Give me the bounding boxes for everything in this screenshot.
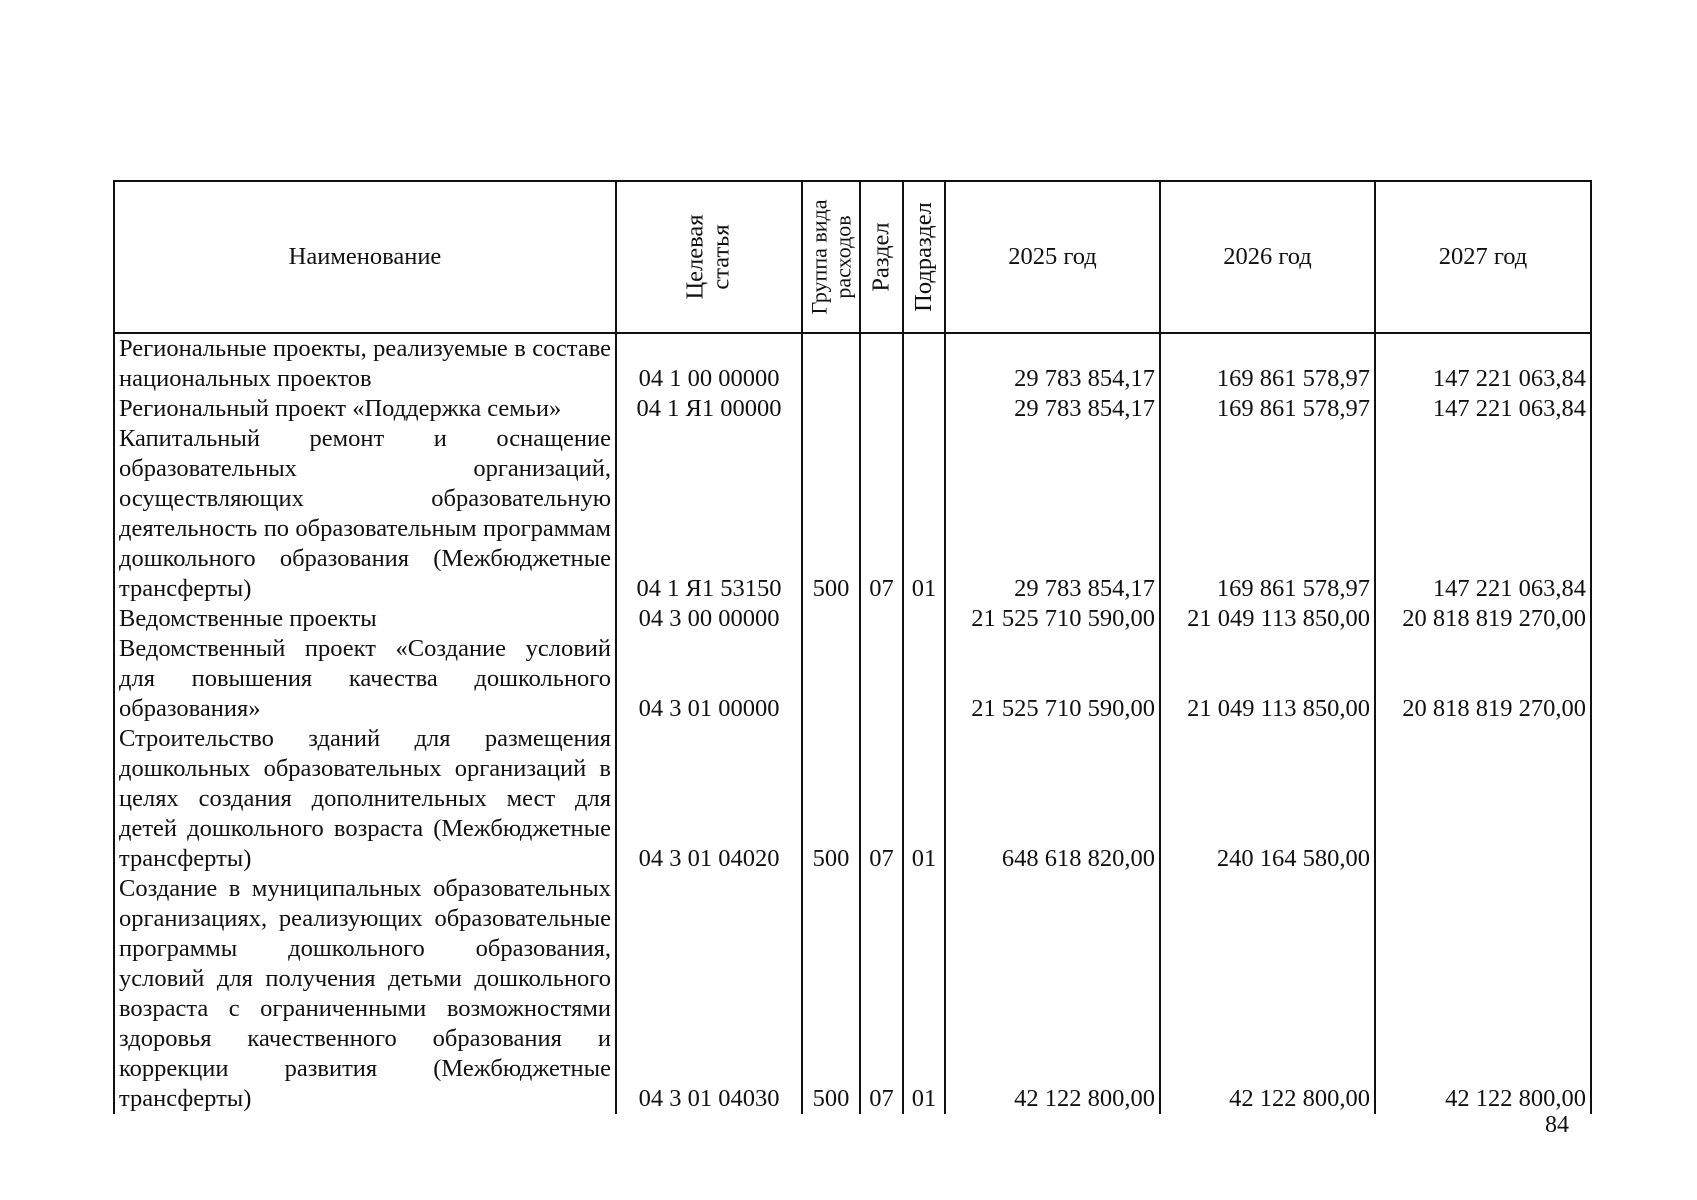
header-2025: 2025 год xyxy=(945,181,1160,333)
page-number: 84 xyxy=(1545,1112,1569,1138)
row-amount-2025: 29 783 854,17 xyxy=(945,333,1160,394)
row-subsection xyxy=(903,634,945,724)
row-target-article: 04 3 00 00000 xyxy=(616,604,802,634)
header-name: Наименование xyxy=(114,181,616,333)
row-amount-2026: 169 861 578,97 xyxy=(1160,333,1375,394)
row-section: 07 xyxy=(860,424,903,604)
row-expense-group: 500 xyxy=(802,424,860,604)
row-expense-group xyxy=(802,634,860,724)
row-subsection: 01 xyxy=(903,424,945,604)
row-name: Капитальный ремонт и оснащение образовательных организаций, осуществляющих образовательную деятельность по образовательным программам дошкольного образования (Межбюджетные трансферты) xyxy=(114,424,616,604)
row-amount-2026: 169 861 578,97 xyxy=(1160,424,1375,604)
row-name: Создание в муниципальных образовательных организациях, реализующих образовательные программы дошкольного образования, условий для получения детьми дошкольного возраста с ограниченными возможностями здоровья качественного образования и коррекции развития (Межбюджетные трансферты) xyxy=(114,874,616,1114)
row-name: Ведомственные проекты xyxy=(114,604,616,634)
row-subsection: 01 xyxy=(903,874,945,1114)
row-subsection xyxy=(903,604,945,634)
row-section xyxy=(860,634,903,724)
table-body xyxy=(114,333,1591,1114)
row-expense-group xyxy=(802,333,860,394)
row-expense-group xyxy=(802,394,860,424)
row-target-article: 04 3 01 00000 xyxy=(616,634,802,724)
table-header-row xyxy=(114,181,1591,333)
table-row xyxy=(114,394,1591,424)
row-target-article: 04 1 Я1 00000 xyxy=(616,394,802,424)
row-amount-2027: 20 818 819 270,00 xyxy=(1375,604,1591,634)
row-amount-2025: 29 783 854,17 xyxy=(945,424,1160,604)
row-name: Региональные проекты, реализуемые в составе национальных проектов xyxy=(114,333,616,394)
header-subsection: Подраздел xyxy=(903,181,945,333)
row-amount-2025: 42 122 800,00 xyxy=(945,874,1160,1114)
header-target-article: Целевая статья xyxy=(616,181,802,333)
row-amount-2027: 20 818 819 270,00 xyxy=(1375,634,1591,724)
row-amount-2026: 169 861 578,97 xyxy=(1160,394,1375,424)
row-section: 07 xyxy=(860,724,903,874)
row-section: 07 xyxy=(860,874,903,1114)
budget-table xyxy=(113,180,1592,1114)
row-expense-group: 500 xyxy=(802,724,860,874)
row-name: Ведомственный проект «Создание условий для повышения качества дошкольного образования» xyxy=(114,634,616,724)
table-row xyxy=(114,634,1591,724)
table-row xyxy=(114,424,1591,604)
row-amount-2025: 21 525 710 590,00 xyxy=(945,634,1160,724)
row-section xyxy=(860,394,903,424)
row-amount-2027: 147 221 063,84 xyxy=(1375,424,1591,604)
row-section xyxy=(860,333,903,394)
row-amount-2027: 147 221 063,84 xyxy=(1375,333,1591,394)
header-2026: 2026 год xyxy=(1160,181,1375,333)
row-amount-2025: 648 618 820,00 xyxy=(945,724,1160,874)
row-amount-2025: 29 783 854,17 xyxy=(945,394,1160,424)
row-amount-2027: 42 122 800,00 xyxy=(1375,874,1591,1114)
header-section: Раздел xyxy=(860,181,903,333)
table-row xyxy=(114,724,1591,874)
table-row xyxy=(114,874,1591,1114)
header-expense-group: Группа вида расходов xyxy=(802,181,860,333)
table-row xyxy=(114,333,1591,394)
row-name: Строительство зданий для размещения дошкольных образовательных организаций в целях создания дополнительных мест для детей дошкольного возраста (Межбюджетные трансферты) xyxy=(114,724,616,874)
row-expense-group: 500 xyxy=(802,874,860,1114)
row-section xyxy=(860,604,903,634)
row-subsection xyxy=(903,394,945,424)
row-name: Региональный проект «Поддержка семьи» xyxy=(114,394,616,424)
row-amount-2025: 21 525 710 590,00 xyxy=(945,604,1160,634)
row-target-article: 04 3 01 04030 xyxy=(616,874,802,1114)
header-2027: 2027 год xyxy=(1375,181,1591,333)
row-amount-2026: 42 122 800,00 xyxy=(1160,874,1375,1114)
row-amount-2026: 21 049 113 850,00 xyxy=(1160,604,1375,634)
table-row xyxy=(114,604,1591,634)
row-subsection: 01 xyxy=(903,724,945,874)
row-amount-2026: 240 164 580,00 xyxy=(1160,724,1375,874)
row-subsection xyxy=(903,333,945,394)
row-target-article: 04 1 Я1 53150 xyxy=(616,424,802,604)
row-target-article: 04 3 01 04020 xyxy=(616,724,802,874)
row-expense-group xyxy=(802,604,860,634)
row-amount-2026: 21 049 113 850,00 xyxy=(1160,634,1375,724)
row-amount-2027: 147 221 063,84 xyxy=(1375,394,1591,424)
row-target-article: 04 1 00 00000 xyxy=(616,333,802,394)
row-amount-2027 xyxy=(1375,724,1591,874)
